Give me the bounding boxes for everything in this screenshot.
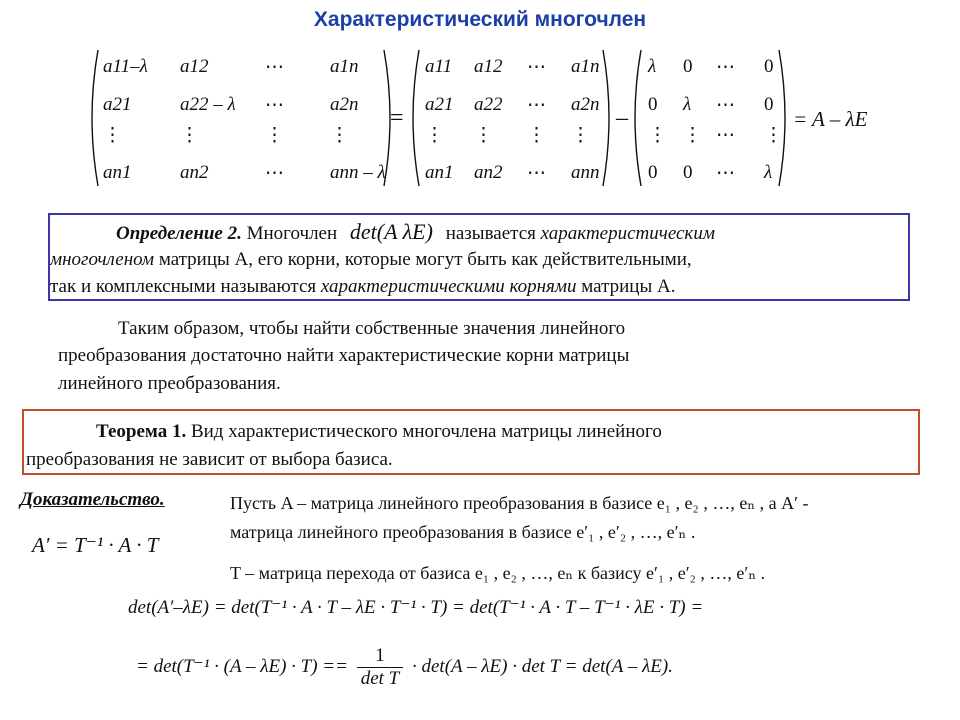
proof-line-1: Пусть A – матрица линейного преобразования в базисе e₁ , e₂ , …, eₙ , а A′ - <box>230 493 809 513</box>
poly-term: многочленом <box>50 249 155 270</box>
matrix3-cell-r4c1: 0 <box>648 162 658 183</box>
theorem-line-2: преобразования не зависит от выбора базиса. <box>26 449 393 470</box>
definition-line-3-text: так и комплексными называются <box>50 276 317 297</box>
definition-line-1 <box>116 218 715 247</box>
matrix2-cell-r4c3: ⋯ <box>527 163 546 184</box>
definition-line-3-tail: матрицы А. <box>581 276 676 297</box>
equals-sign: = <box>390 105 404 131</box>
matrix1-cell-r3c4: ⋮ <box>330 125 349 146</box>
definition-line-3 <box>50 273 675 300</box>
matrix2-cell-r3c2: ⋮ <box>474 125 493 146</box>
matrix3-cell-r2c3: ⋯ <box>716 95 735 116</box>
matrix2-cell-r4c4: ann <box>571 162 600 183</box>
matrix3-cell-r3c3: ⋯ <box>716 125 735 146</box>
matrix3-cell-r2c1: 0 <box>648 94 658 115</box>
minus-sign: – <box>616 105 628 131</box>
matrix1-cell-r3c1: ⋮ <box>103 125 122 146</box>
matrix2-cell-r1c3: ⋯ <box>527 57 546 78</box>
proof-equation-2 <box>136 645 673 690</box>
result-expression: = A – λE <box>793 107 868 131</box>
matrix2-cell-r3c4: ⋮ <box>571 125 590 146</box>
matrix2-cell-r1c2: a12 <box>474 56 503 77</box>
theorem-label: Теорема 1. <box>96 421 187 442</box>
theorem-line-1-text: Вид характеристического многочлена матрицы линейного <box>190 421 662 442</box>
matrix1-cell-r1c3: ⋯ <box>265 57 284 78</box>
matrix2-left-bracket <box>413 50 419 186</box>
matrix1-cell-r4c4: ann – λ <box>330 162 386 183</box>
matrix1-cell-r4c1: an1 <box>103 162 132 183</box>
paragraph-line-2: преобразования достаточно найти характеристические корни матрицы <box>58 345 630 366</box>
matrix1-cell-r3c3: ⋮ <box>265 125 284 146</box>
fraction-denominator: det T <box>360 668 400 689</box>
matrix3-left-bracket <box>635 50 641 186</box>
matrix2-cell-r2c1: a21 <box>425 94 454 115</box>
matrix3-cell-r1c4: 0 <box>764 56 774 77</box>
matrix1-cell-r4c3: ⋯ <box>265 163 284 184</box>
matrix2-cell-r3c3: ⋮ <box>527 125 546 146</box>
matrix3-cell-r3c2: ⋮ <box>683 125 702 146</box>
fraction-numerator: 1 <box>357 645 404 668</box>
matrix2-cell-r4c2: an2 <box>474 162 503 183</box>
proof-equation-2-right: · det(A – λE) · det T = det(A – λE). <box>411 655 673 677</box>
matrix3-cell-r2c2: λ <box>683 94 692 115</box>
definition-label: Определение 2. <box>116 223 242 244</box>
matrix1-cell-r3c2: ⋮ <box>180 125 199 146</box>
matrix3-cell-r3c1: ⋮ <box>648 125 667 146</box>
proof-line-3: T – матрица перехода от базиса e₁ , e₂ , …, eₙ к базису e′₁ , e′₂ , …, e′ₙ . <box>230 563 766 583</box>
page-title: Характеристический многочлен <box>313 8 647 31</box>
definition-line-2 <box>50 246 692 273</box>
matrix1-cell-r2c3: ⋯ <box>265 95 284 116</box>
matrix3-cell-r4c2: 0 <box>683 162 693 183</box>
matrix1-cell-r1c2: a12 <box>180 56 209 77</box>
definition-word-poly: Многочлен <box>246 223 338 244</box>
matrix2-cell-r3c1: ⋮ <box>425 125 444 146</box>
proof-equation-2-left: = det(T⁻¹ · (A – λE) · T) == <box>136 655 348 677</box>
matrix1-cell-r2c1: a21 <box>103 94 132 115</box>
matrix3-cell-r1c3: ⋯ <box>716 57 735 78</box>
matrix2-cell-r1c4: a1n <box>571 56 600 77</box>
matrix3-right-bracket <box>779 50 785 186</box>
matrix2-cell-r4c1: an1 <box>425 162 454 183</box>
matrix2-cell-r2c3: ⋯ <box>527 95 546 116</box>
matrix2-cell-r2c2: a22 <box>474 94 503 115</box>
roots-term: характеристическими корнями <box>320 276 577 297</box>
paragraph-line-1: Таким образом, чтобы найти собственные значения линейного <box>118 318 626 339</box>
definition-line-2-text: матрицы A, его корни, которые могут быть как действительными, <box>158 249 692 270</box>
proof-line-2: матрица линейного преобразования в базисе e′₁ , e′₂ , …, e′ₙ . <box>230 522 696 542</box>
matrix2-cell-r1c1: a11 <box>425 56 453 77</box>
fraction <box>357 645 404 690</box>
matrix1-left-bracket <box>92 50 98 186</box>
matrix1-cell-r1c1: a11–λ <box>103 56 148 77</box>
proof-equation-1: det(A′–λE) = det(T⁻¹ · A · T – λE · T⁻¹ · T) = det(T⁻¹ · A · T – T⁻¹ · λE · T) = <box>128 597 704 618</box>
matrix3-cell-r1c2: 0 <box>683 56 693 77</box>
matrix2-right-bracket <box>603 50 609 186</box>
matrix3-cell-r2c4: 0 <box>764 94 774 115</box>
matrix3-cell-r1c1: λ <box>648 56 657 77</box>
theorem-line-1 <box>96 418 662 445</box>
matrix1-cell-r2c2: a22 – λ <box>180 94 236 115</box>
proof-label: Доказательство. <box>20 489 165 510</box>
matrix1-cell-r4c2: an2 <box>180 162 209 183</box>
similarity-relation: A′ = T⁻¹ · A · T <box>32 533 159 557</box>
matrix3-cell-r3c4: ⋮ <box>764 125 783 146</box>
characteristic-term: характеристическим <box>540 223 715 244</box>
matrix1-cell-r1c4: a1n <box>330 56 359 77</box>
matrix3-cell-r4c4: λ <box>764 162 773 183</box>
matrix3-cell-r4c3: ⋯ <box>716 163 735 184</box>
paragraph-line-3: линейного преобразования. <box>58 373 281 394</box>
matrix2-cell-r2c4: a2n <box>571 94 600 115</box>
det-expression: det(A λE) <box>349 219 433 244</box>
matrix1-cell-r2c4: a2n <box>330 94 359 115</box>
definition-word-called: называется <box>445 223 536 244</box>
